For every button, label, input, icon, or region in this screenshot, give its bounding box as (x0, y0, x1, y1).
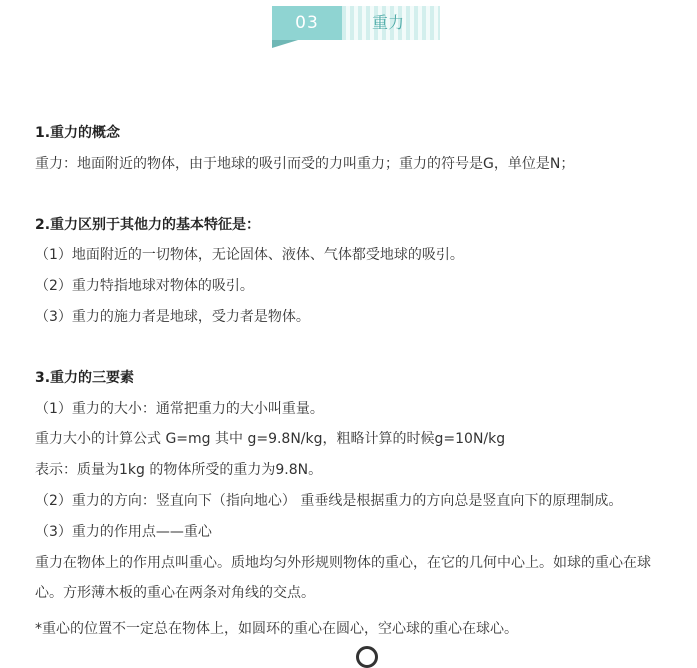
ribbon-fold (272, 40, 298, 48)
element-line-7: 心。方形薄木板的重心在两条对角线的交点。 (35, 585, 315, 601)
section-header (272, 6, 440, 40)
partial-circle-icon (356, 646, 378, 668)
element-line-1: （1）重力的大小：通常把重力的大小叫重量。 (35, 401, 324, 417)
element-line-3: 表示：质量为1kg 的物体所受的重力为9.8N。 (35, 462, 323, 478)
heading-gravity-concept: 1.重力的概念 (35, 125, 121, 141)
element-line-4: （2）重力的方向：竖直向下（指向地心） 重垂线是根据重力的方向总是竖直向下的原理制成。 (35, 493, 623, 509)
feature-line-3: （3）重力的施力者是地球，受力者是物体。 (35, 309, 310, 325)
section-number: 03 (272, 6, 342, 40)
element-line-8: *重心的位置不一定总在物体上，如圆环的重心在圆心，空心球的重心在球心。 (35, 621, 518, 637)
heading-gravity-features: 2.重力区别于其他力的基本特征是： (35, 217, 261, 233)
feature-line-1: （1）地面附近的一切物体，无论固体、液体、气体都受地球的吸引。 (35, 247, 464, 263)
feature-line-2: （2）重力特指地球对物体的吸引。 (35, 278, 254, 294)
section-title: 重力 (342, 6, 440, 40)
element-line-2: 重力大小的计算公式 G=mg 其中 g=9.8N/kg，粗略计算的时候g=10N/kg (35, 431, 506, 447)
paragraph-gravity-definition: 重力：地面附近的物体，由于地球的吸引而受的力叫重力；重力的符号是G，单位是N； (35, 156, 575, 172)
heading-gravity-elements: 3.重力的三要素 (35, 370, 135, 386)
element-line-6: 重力在物体上的作用点叫重心。质地均匀外形规则物体的重心，在它的几何中心上。如球的重心在球 (35, 555, 651, 571)
element-line-5: （3）重力的作用点——重心 (35, 524, 212, 540)
